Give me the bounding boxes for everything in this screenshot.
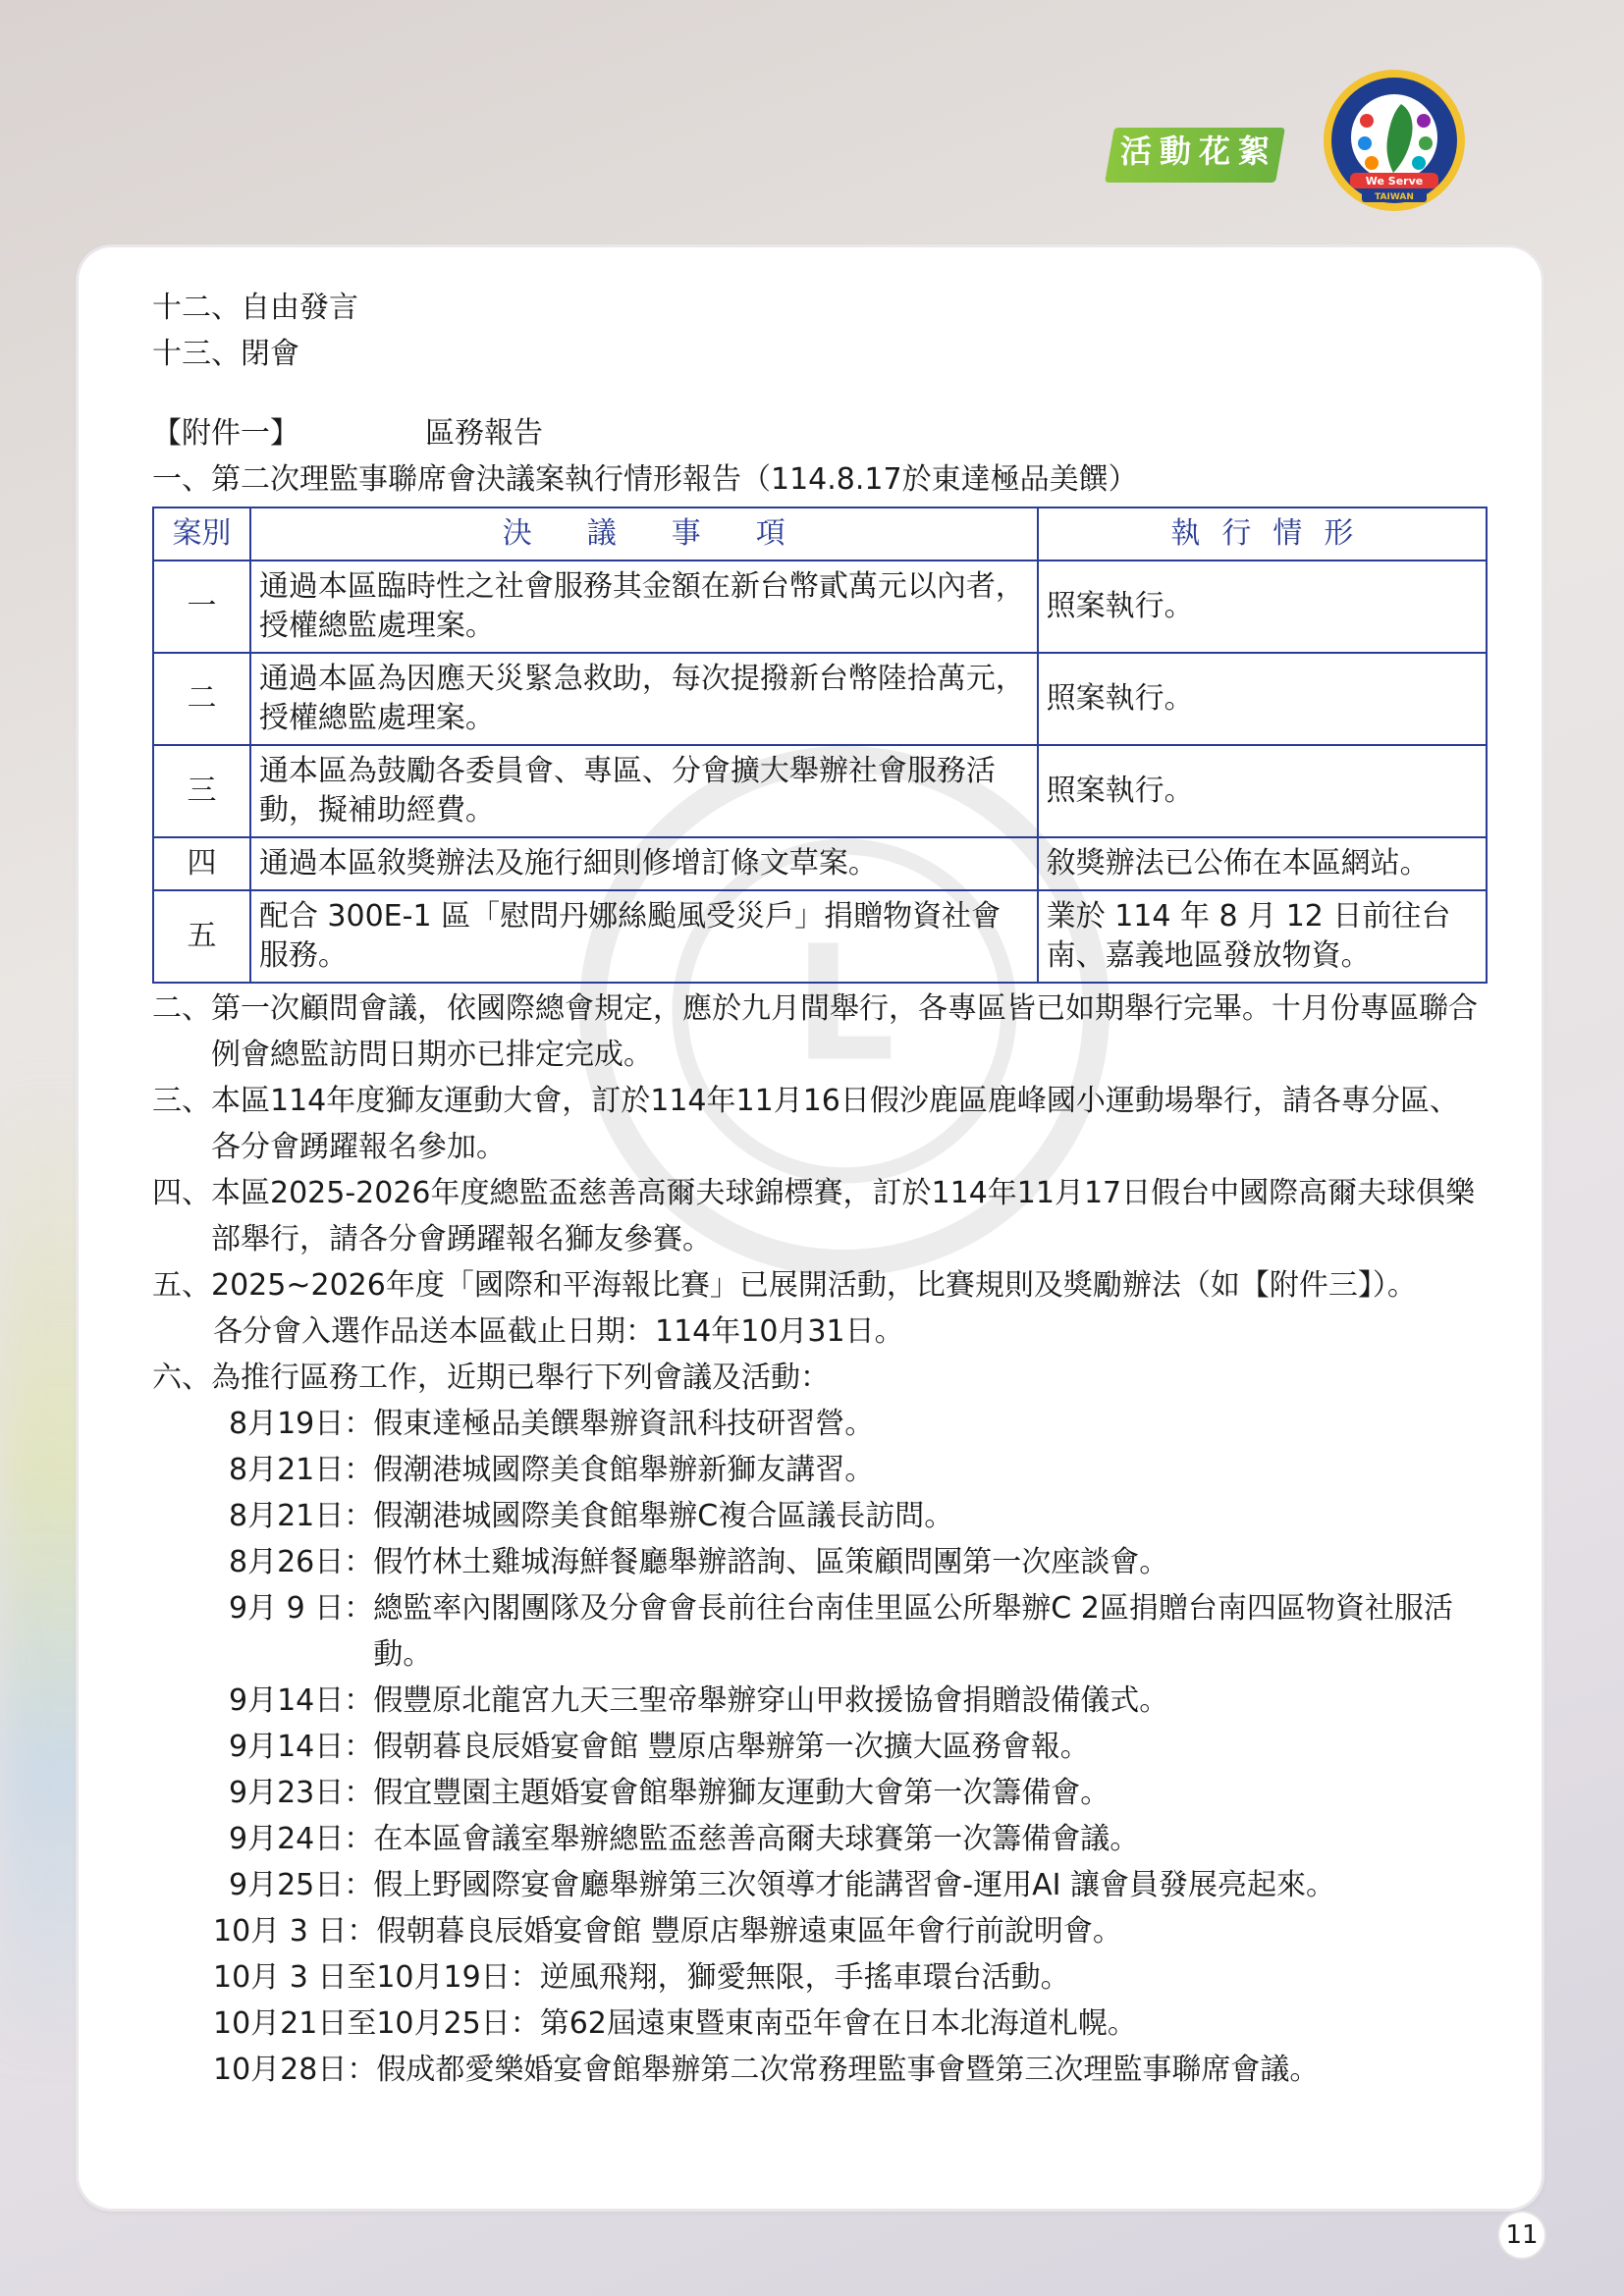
activity-date: 9月23日：: [229, 1776, 374, 1810]
section-number: 三、: [152, 1084, 211, 1118]
document-body: [152, 285, 1488, 2093]
activity-text: 假竹林土雞城海鮮餐廳舉辦諮詢、區策顧問團第一次座談會。: [373, 1545, 1169, 1579]
section-number: 二、: [152, 991, 211, 1026]
section-number: 五、: [152, 1268, 211, 1303]
table-row: [153, 653, 1487, 745]
page-number: 11: [1499, 2213, 1544, 2258]
case-number: 二: [153, 653, 250, 745]
attachment-heading: [152, 410, 1488, 456]
section-5: [152, 1262, 1488, 1308]
header-status: 執行情形: [1038, 507, 1487, 561]
agenda-item-13: 十三、閉會: [152, 337, 299, 371]
section-text: 第一次顧問會議，依國際總會規定，應於九月間舉行，各專區皆已如期舉行完畢。十月份專區聯合例會總監訪問日期亦已排定完成。: [211, 991, 1478, 1072]
list-item: [213, 1585, 1488, 1678]
activity-text: 假成都愛樂婚宴會館舉辦第二次常務理監事會暨第三次理監事聯席會議。: [376, 2053, 1320, 2087]
list-item: [213, 1447, 1488, 1493]
header-decision: 決議事項: [250, 507, 1038, 561]
section-1-heading: 一、第二次理監事聯席會決議案執行情形報告（114.8.17於東達極品美饌）: [152, 462, 1138, 497]
activity-text: 假東達極品美饌舉辦資訊科技研習營。: [373, 1407, 875, 1441]
list-item: [213, 1816, 1488, 1862]
list-item: [213, 1724, 1488, 1770]
table-row: [153, 890, 1487, 983]
lions-district-emblem-icon: [1321, 67, 1468, 214]
table-row: [153, 745, 1487, 837]
badge-char: 絮: [1237, 133, 1270, 170]
activity-date: 8月26日：: [229, 1545, 374, 1579]
activity-text: 總監率內閣團隊及分會會長前往台南佳里區公所舉辦C 2區捐贈台南四區物資社服活動。: [373, 1591, 1453, 1672]
list-item: [213, 1862, 1488, 1908]
attachment-label: 【附件一】: [152, 416, 299, 451]
activity-date: 10月 3 日至10月19日：: [213, 1960, 540, 1995]
list-item: [213, 1678, 1488, 1724]
section-badge: [1105, 128, 1285, 183]
activity-text: 假朝暮良辰婚宴會館 豐原店舉辦第一次擴大區務會報。: [373, 1730, 1090, 1764]
activity-date: 8月21日：: [229, 1453, 374, 1487]
case-number: 五: [153, 890, 250, 983]
list-item: [213, 1539, 1488, 1585]
section-6: [152, 1355, 1488, 1401]
header-case: 案別: [153, 507, 250, 561]
list-item: [213, 1401, 1488, 1447]
status-text: 敘獎辦法已公佈在本區網站。: [1038, 837, 1487, 890]
decision-text: 配合 300E-1 區「慰問丹娜絲颱風受災戶」捐贈物資社會服務。: [250, 890, 1038, 983]
table-header-row: [153, 507, 1487, 561]
logo-motto: We Serve: [1365, 175, 1424, 187]
status-text: 照案執行。: [1038, 653, 1487, 745]
section-5-deadline: 各分會入選作品送本區截止日期：114年10月31日。: [213, 1314, 904, 1349]
table-row: [153, 561, 1487, 653]
status-text: 照案執行。: [1038, 561, 1487, 653]
activity-date: 8月19日：: [229, 1407, 374, 1441]
section-number: 四、: [152, 1176, 211, 1210]
decision-text: 通過本區敘獎辦法及施行細則修增訂條文草案。: [250, 837, 1038, 890]
activity-date: 10月28日：: [213, 2053, 377, 2087]
activity-date: 9月24日：: [229, 1822, 374, 1856]
activity-text: 假潮港城國際美食館舉辦C複合區議長訪問。: [373, 1499, 954, 1533]
case-number: 三: [153, 745, 250, 837]
activity-date: 9月 9 日：: [229, 1591, 374, 1626]
agenda-item-12: 十二、自由發言: [152, 291, 358, 325]
table-row: [153, 837, 1487, 890]
case-number: 四: [153, 837, 250, 890]
activity-date: 10月21日至10月25日：: [213, 2006, 540, 2041]
badge-char: 動: [1159, 133, 1191, 170]
list-item: [213, 1908, 1488, 1954]
list-item: [213, 1954, 1488, 2001]
activity-schedule: [152, 1401, 1488, 2093]
section-2: [152, 986, 1488, 1078]
decision-text: 通過本區臨時性之社會服務其金額在新台幣貳萬元以內者，授權總監處理案。: [250, 561, 1038, 653]
activity-date: 9月25日：: [229, 1868, 374, 1902]
list-item: [213, 1770, 1488, 1816]
badge-char: 花: [1198, 133, 1230, 170]
section-text: 2025~2026年度「國際和平海報比賽」已展開活動，比賽規則及獎勵辦法（如【附件三】）。: [211, 1268, 1417, 1303]
list-item: [213, 2001, 1488, 2047]
logo-country: TAIWAN: [1375, 192, 1414, 202]
status-text: 業於 114 年 8 月 12 日前往台南、嘉義地區發放物資。: [1038, 890, 1487, 983]
activity-date: 8月21日：: [229, 1499, 374, 1533]
list-item: [213, 2047, 1488, 2093]
decision-text: 通本區為鼓勵各委員會、專區、分會擴大舉辦社會服務活動，擬補助經費。: [250, 745, 1038, 837]
activity-date: 9月14日：: [229, 1730, 374, 1764]
activity-date: 9月14日：: [229, 1683, 374, 1718]
status-text: 照案執行。: [1038, 745, 1487, 837]
activity-text: 假朝暮良辰婚宴會館 豐原店舉辦遠東區年會行前說明會。: [376, 1914, 1122, 1949]
section-number: 六、: [152, 1361, 211, 1395]
badge-char: 活: [1119, 133, 1152, 170]
list-item: [213, 1493, 1488, 1539]
activity-date: 10月 3 日：: [213, 1914, 377, 1949]
activity-text: 假潮港城國際美食館舉辦新獅友講習。: [373, 1453, 875, 1487]
activity-text: 逆風飛翔，獅愛無限，手搖車環台活動。: [539, 1960, 1070, 1995]
activity-text: 第62屆遠東暨東南亞年會在日本北海道札幌。: [539, 2006, 1137, 2041]
activity-text: 假宜豐園主題婚宴會館舉辦獅友運動大會第一次籌備會。: [373, 1776, 1110, 1810]
decision-text: 通過本區為因應天災緊急救助，每次提撥新台幣陸拾萬元，授權總監處理案。: [250, 653, 1038, 745]
activity-text: 在本區會議室舉辦總監盃慈善高爾夫球賽第一次籌備會議。: [373, 1822, 1140, 1856]
activity-text: 假豐原北龍宮九天三聖帝舉辦穿山甲救援協會捐贈設備儀式。: [373, 1683, 1169, 1718]
attachment-title: 區務報告: [425, 416, 543, 451]
section-text: 本區114年度獅友運動大會，訂於114年11月16日假沙鹿區鹿峰國小運動場舉行，請各專分區、各分會踴躍報名參加。: [211, 1084, 1459, 1164]
section-text: 為推行區務工作，近期已舉行下列會議及活動：: [211, 1361, 830, 1395]
section-text: 本區2025-2026年度總監盃慈善高爾夫球錦標賽，訂於114年11月17日假台中國際高爾夫球俱樂部舉行，請各分會踴躍報名獅友參賽。: [211, 1176, 1476, 1256]
activity-text: 假上野國際宴會廳舉辦第三次領導才能講習會-運用AI 讓會員發展亮起來。: [373, 1868, 1335, 1902]
svg-text:L: L: [793, 912, 895, 1097]
case-number: 一: [153, 561, 250, 653]
section-4: [152, 1170, 1488, 1262]
resolution-table: [152, 507, 1488, 984]
section-3: [152, 1078, 1488, 1170]
